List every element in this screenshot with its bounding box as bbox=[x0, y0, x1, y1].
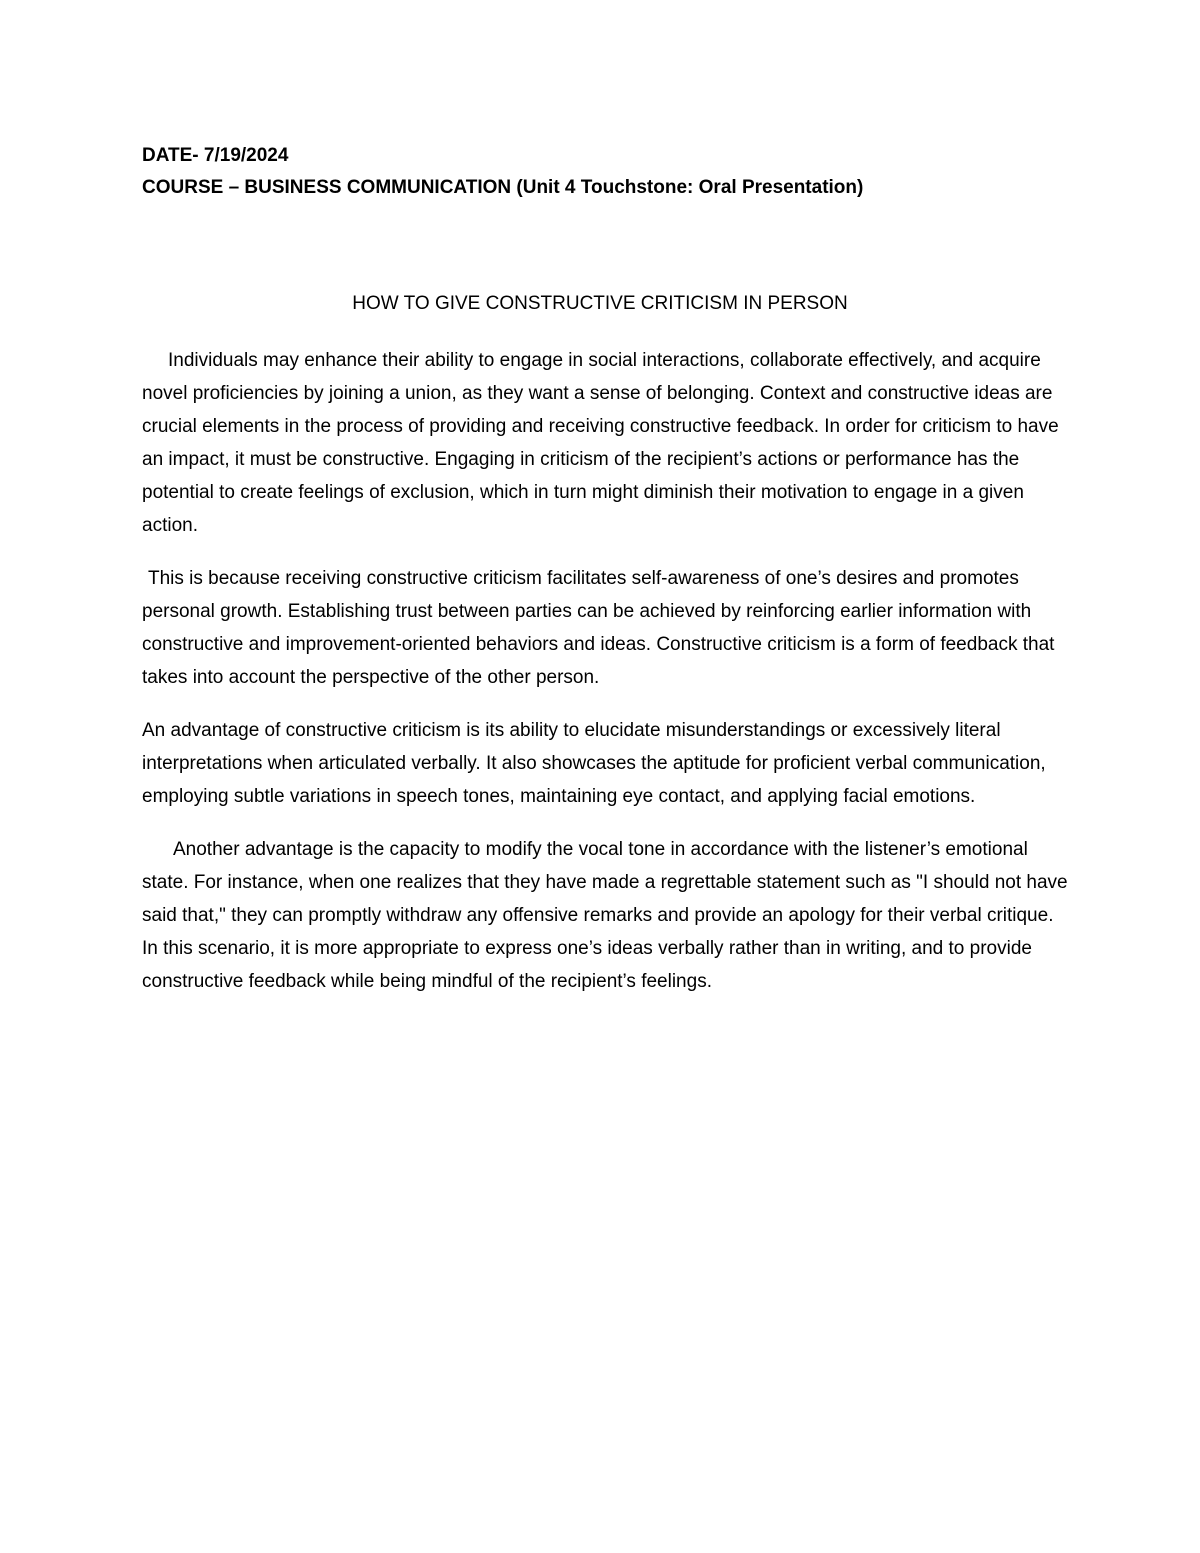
paragraph-3: An advantage of constructive criticism is its ability to elucidate misunderstandings or excessively literal interpretations when articulated verbally. It also showcases the aptitude for proficient verbal communication, employing subtle variations in speech tones, maintaining eye contact, and applying facial emotions. bbox=[142, 720, 1046, 807]
paragraph-4: Another advantage is the capacity to modify the vocal tone in accordance with the listener’s emotional state. For instance, when one realizes that they have made a regrettable statement such as "I should not have said that," they can promptly withdraw any offensive remarks and provide an apology for their verbal critique. bbox=[142, 839, 1068, 926]
paragraph-2: This is because receiving constructive criticism facilitates self-awareness of one’s desires and promotes personal growth. Establishing trust between parties can be achieved by reinforcing earlier information with constructive and improvement-oriented behaviors and ideas. Constructive criticism is a form of feedback that takes into account the perspective of the other person. bbox=[142, 568, 1055, 688]
paragraph-1: Individuals may enhance their ability to engage in social interactions, collaborate effectively, and acquire novel proficiencies by joining a union, as they want a sense of belonging. Context and constructive ideas are crucial elements in the process of providing and receiving constructive feedback. In order for criticism to have an impact, it must be constructive. Engaging in criticism of the recipient’s actions or performance has the potential to create feelings of exclusion, which in turn might diminish their motivation to engage in a given action. bbox=[142, 350, 1059, 536]
document-title: HOW TO GIVE CONSTRUCTIVE CRITICISM IN PERSON bbox=[352, 293, 848, 314]
date-line: DATE- 7/19/2024 bbox=[142, 145, 289, 166]
course-line: COURSE – BUSINESS COMMUNICATION (Unit 4 Touchstone: Oral Presentation) bbox=[142, 177, 864, 198]
paragraph-5: In this scenario, it is more appropriate to express one’s ideas verbally rather than in writing, and to provide constructive feedback while being mindful of the recipient’s feelings. bbox=[142, 938, 1032, 992]
document-body bbox=[142, 140, 1072, 998]
